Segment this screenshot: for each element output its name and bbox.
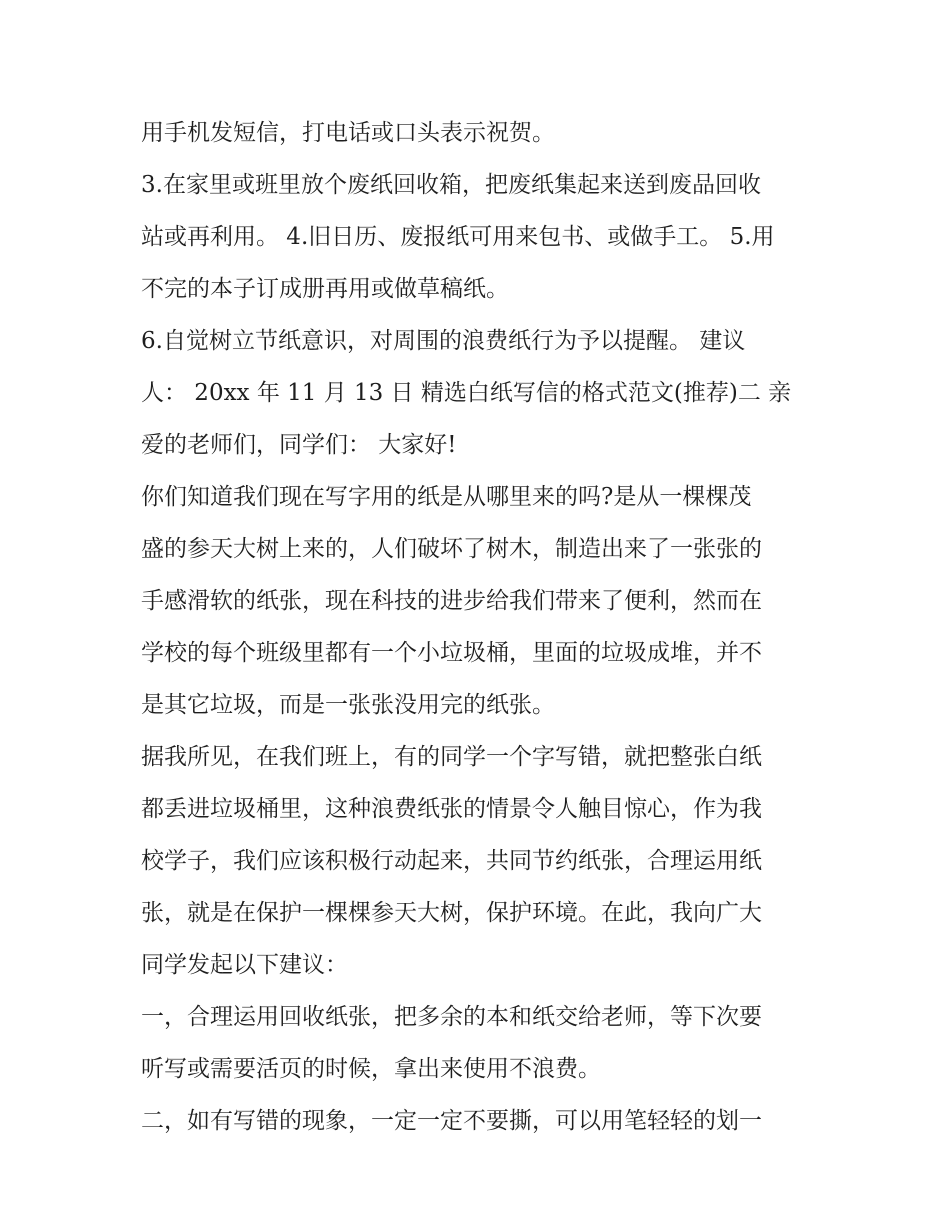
text-line: 人： 20xx 年 11 月 13 日 精选白纸写信的格式范文(推荐)二 亲: [141, 380, 792, 406]
text-line: 站或再利用。 4.旧日历、废报纸可用来包书、或做手工。 5.用: [141, 224, 775, 250]
text-line: 6.自觉树立节纸意识，对周围的浪费纸行为予以提醒。 建议: [141, 328, 746, 354]
text-line: 张，就是在保护一棵棵参天大树，保护环境。在此，我向广大: [141, 900, 762, 926]
document-body: [141, 107, 816, 1147]
text-line: 学校的每个班级里都有一个小垃圾桶，里面的垃圾成堆，并不: [141, 640, 762, 666]
text-line: 校学子，我们应该积极行动起来，共同节约纸张，合理运用纸: [141, 848, 762, 874]
text-line: 一，合理运用回收纸张，把多余的本和纸交给老师，等下次要: [141, 1004, 762, 1030]
text-line: 用手机发短信，打电话或口头表示祝贺。: [141, 120, 555, 146]
text-line: 3.在家里或班里放个废纸回收箱，把废纸集起来送到废品回收: [141, 172, 761, 198]
text-line: 二，如有写错的现象，一定一定不要撕，可以用笔轻轻的划一: [141, 1108, 762, 1134]
text-line: 听写或需要活页的时候，拿出来使用不浪费。: [141, 1056, 601, 1082]
text-line: 都丢进垃圾桶里，这种浪费纸张的情景令人触目惊心，作为我: [141, 796, 762, 822]
text-line: 盛的参天大树上来的，人们破坏了树木，制造出来了一张张的: [141, 536, 762, 562]
text-line: 爱的老师们，同学们： 大家好!: [141, 432, 457, 458]
text-line: 你们知道我们现在写字用的纸是从哪里来的吗?是从一棵棵茂: [141, 484, 752, 510]
text-line: 是其它垃圾，而是一张张没用完的纸张。: [141, 692, 555, 718]
text-line: 同学发起以下建议：: [141, 952, 348, 978]
text-line: 据我所见，在我们班上，有的同学一个字写错，就把整张白纸: [141, 744, 762, 770]
text-line: 不完的本子订成册再用或做草稿纸。: [141, 276, 509, 302]
text-line: 手感滑软的纸张，现在科技的进步给我们带来了便利，然而在: [141, 588, 762, 614]
